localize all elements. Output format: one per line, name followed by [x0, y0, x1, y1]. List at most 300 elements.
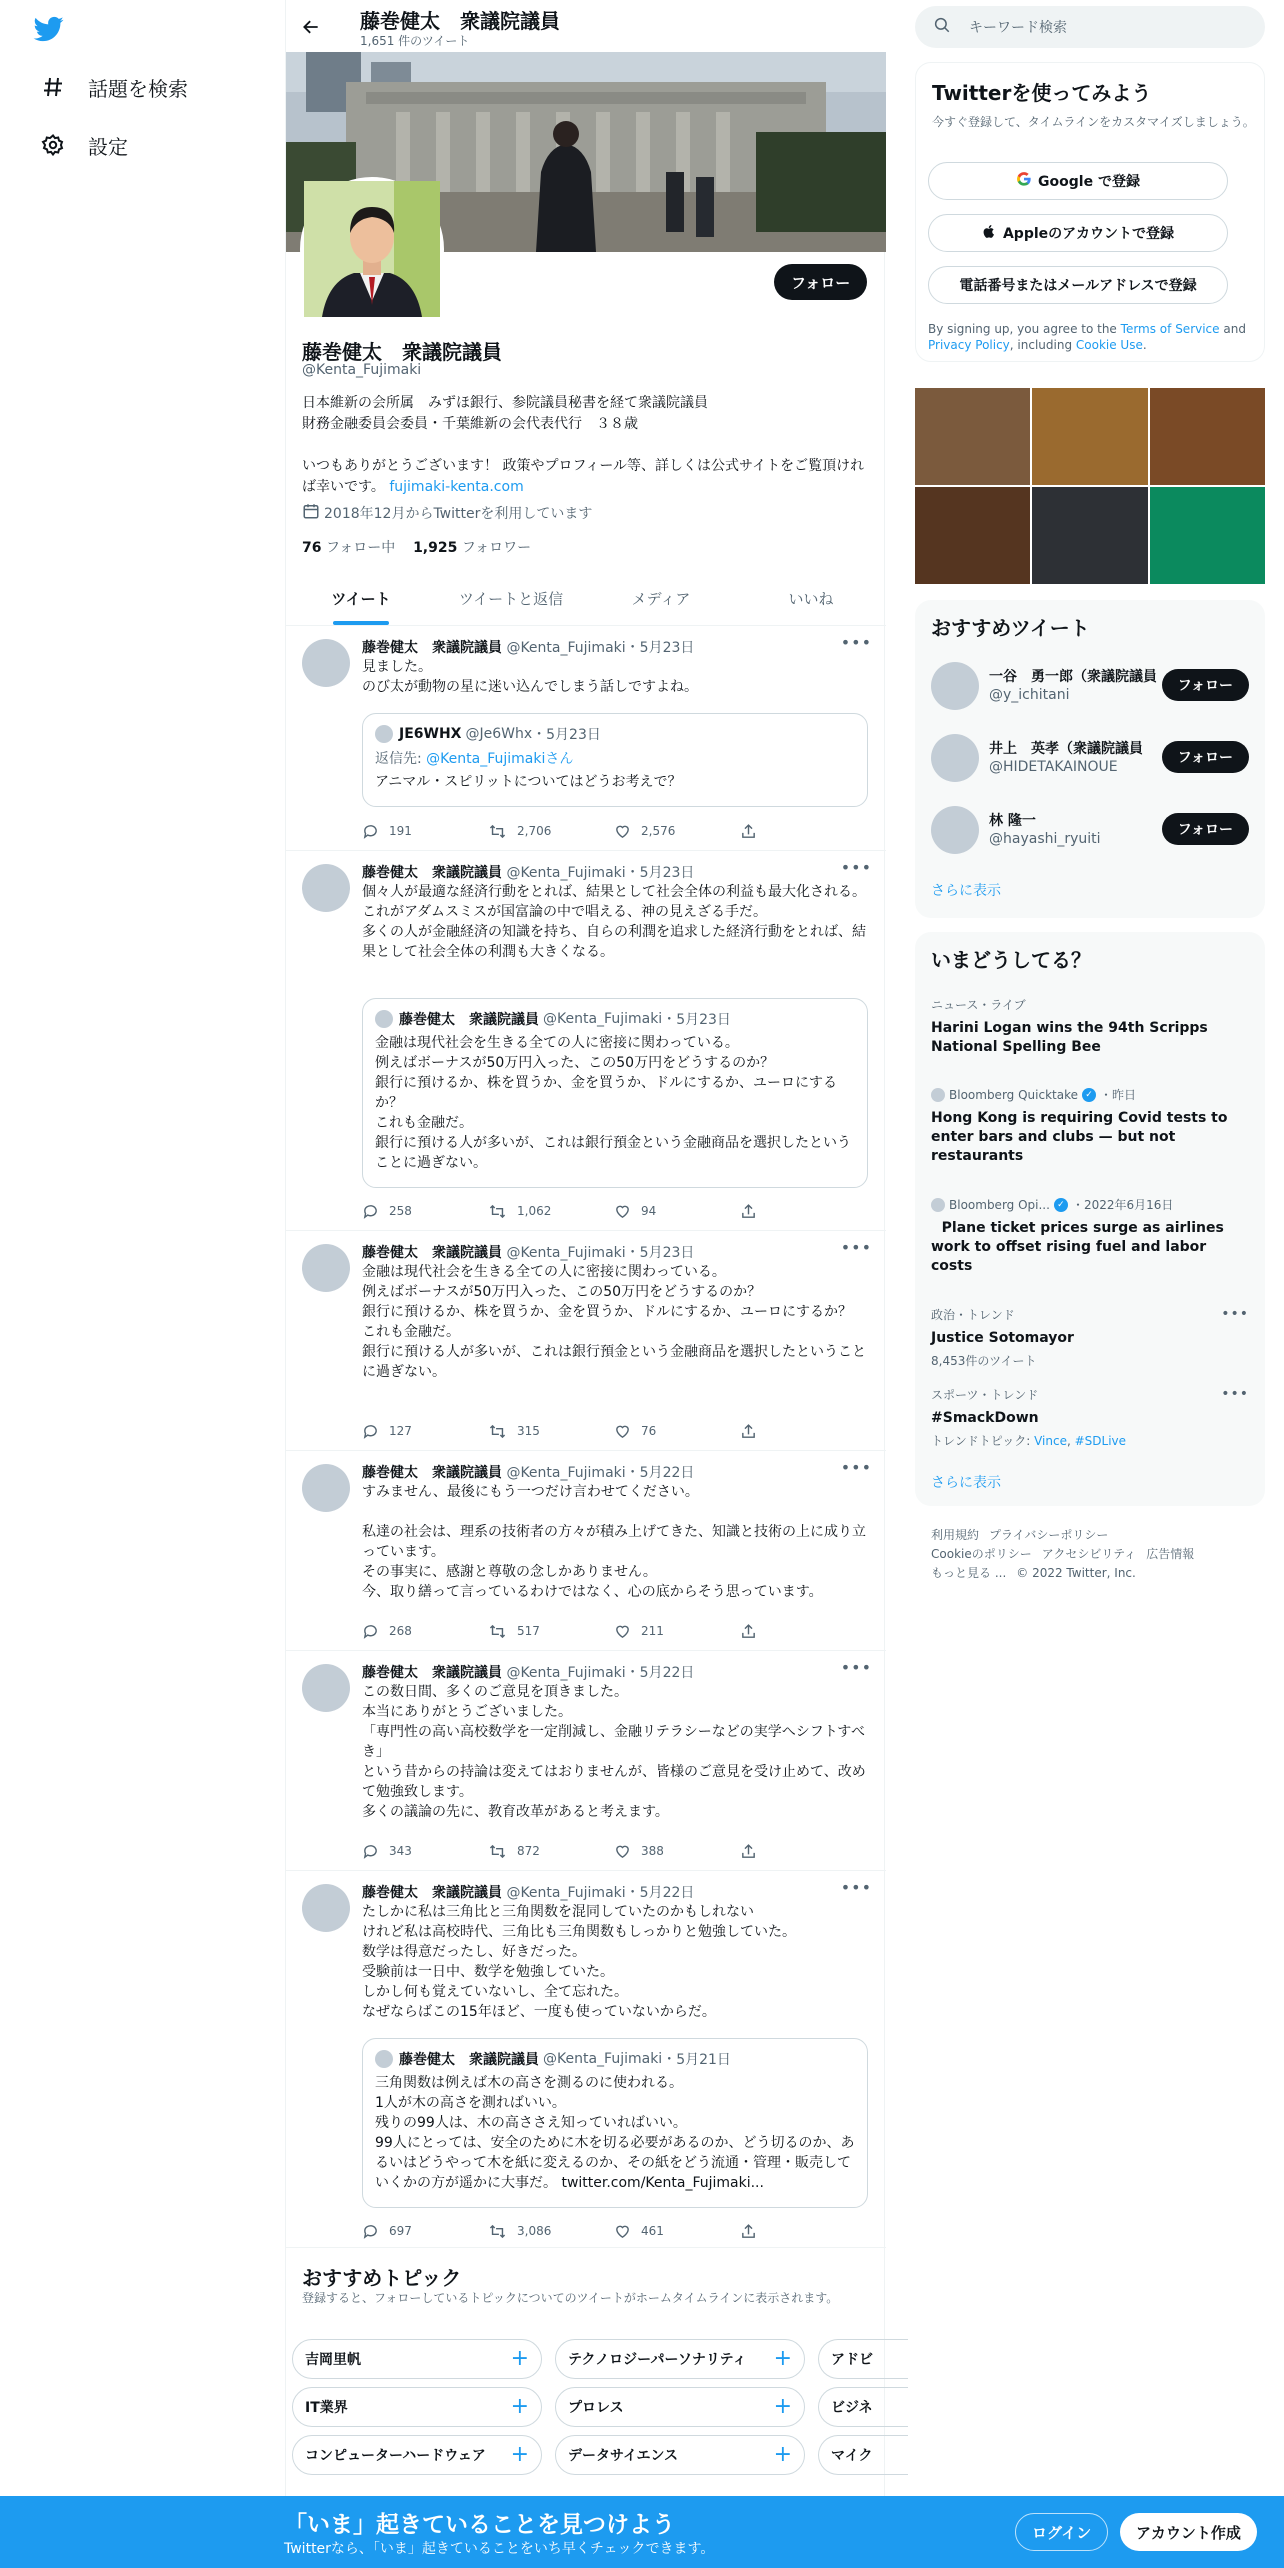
author-handle[interactable]: @Kenta_Fujimaki	[506, 1885, 626, 1901]
signup-button[interactable]: アカウント作成	[1120, 2513, 1257, 2551]
avatar[interactable]	[302, 639, 350, 687]
dot: ・	[662, 2052, 677, 2068]
tweet-text: この数日間、多くのご意見を頂きました。 本当にありがとうございました。 「専門性の高い高校数学を一定削減し、金融リテラシーなどの実学へシフトすべき」 という昔からの持論は変えてはおりませんが、皆様のご意見を受け止めて、改めて勉強致します。 多くの議論の先に、教育改革があると考えます。	[362, 1684, 866, 1820]
prompt-title: 「いま」起きていることを見つけよう	[284, 2512, 675, 2538]
reply-count: 191	[389, 824, 412, 838]
reply-to	[375, 748, 573, 768]
retweet-count: 2,706	[517, 824, 552, 838]
retweet-icon	[488, 1623, 507, 1640]
copyright: © 2022 Twitter, Inc.	[1016, 1566, 1136, 1580]
like-button[interactable]	[614, 1200, 740, 1222]
share-button[interactable]	[740, 1840, 770, 1862]
following-count: 76	[302, 540, 322, 556]
google-signup-label: Google で登録	[1038, 174, 1140, 190]
avatar[interactable]	[302, 864, 350, 912]
topic-chip[interactable]	[555, 2387, 805, 2427]
profile-tabs	[286, 573, 886, 626]
trend-meta: 政治・トレンド	[931, 1308, 1015, 1322]
plus-icon[interactable]: +	[773, 2394, 792, 2419]
heart-icon	[614, 1203, 631, 1220]
plus-icon[interactable]: +	[510, 2346, 529, 2371]
tweet[interactable]	[286, 1452, 886, 1651]
retweet-icon	[488, 1423, 507, 1440]
google-icon	[1016, 171, 1032, 191]
signup-title: Twitterを使ってみよう	[932, 81, 1152, 105]
avatar[interactable]	[302, 1464, 350, 1512]
user-handle: @hayashi_ryuiti	[989, 831, 1101, 847]
trend-source: Bloomberg Opi...	[949, 1197, 1050, 1212]
tweet-date[interactable]: 5月23日	[639, 640, 695, 656]
topic-label: アドビ	[831, 2352, 873, 2368]
bio-link[interactable]: fujimaki-kenta.com	[389, 479, 524, 495]
dot: ・	[662, 1012, 677, 1028]
nav-item-label: 設定	[88, 134, 128, 159]
share-button[interactable]	[740, 1620, 770, 1642]
footer-links	[931, 1526, 1249, 1583]
follow-button[interactable]: フォロー	[1162, 741, 1249, 773]
avatar	[375, 725, 393, 743]
recommended-user[interactable]	[931, 802, 1249, 858]
dot: ・	[625, 1245, 640, 1261]
tweet-actions	[362, 1840, 792, 1862]
tweet[interactable]	[286, 1872, 886, 2248]
apple-signup-label: Appleのアカウントで登録	[1002, 226, 1175, 242]
profile-handle: @Kenta_Fujimaki	[302, 362, 422, 378]
search-input[interactable]	[915, 6, 1265, 48]
terms-text: , including	[1009, 338, 1073, 352]
terms-of-service-link[interactable]: Terms of Service	[1120, 322, 1220, 336]
user-name: 一谷 勇一郎（衆議院議員	[989, 669, 1157, 685]
topic-chip[interactable]	[818, 2339, 908, 2379]
quote-text: アニマル・スピリットについてはどうお考えで？	[375, 774, 682, 790]
topic-chip[interactable]	[818, 2387, 908, 2427]
profile-header-bar	[286, 0, 886, 52]
signup-terms	[928, 321, 1250, 353]
dot: ・	[532, 727, 547, 743]
retweet-button[interactable]	[488, 1420, 614, 1442]
more-icon[interactable]: •••	[840, 633, 872, 652]
avatar	[375, 2050, 393, 2068]
tweet-actions	[362, 1620, 792, 1642]
share-icon	[740, 1623, 757, 1640]
plus-icon[interactable]: +	[510, 2394, 529, 2419]
tweet-date[interactable]: 5月22日	[639, 1885, 695, 1901]
plus-icon[interactable]: +	[773, 2442, 792, 2467]
trend-item[interactable]	[931, 1086, 1249, 1166]
tweet-header	[362, 1882, 694, 1902]
retweet-button[interactable]	[488, 1200, 614, 1222]
tweet-header	[362, 1662, 694, 1682]
tweet-date[interactable]: 5月23日	[639, 1245, 695, 1261]
gear-icon	[40, 132, 66, 158]
following-label: フォロー中	[325, 540, 396, 556]
reply-handle[interactable]: @Kenta_Fujimakiさん	[426, 751, 574, 767]
twitter-logo-icon[interactable]	[32, 14, 66, 44]
trend-source: Bloomberg Quicktake	[949, 1087, 1078, 1102]
share-icon	[740, 1203, 757, 1220]
tweet-text: すみません、最後にもう一つだけ言わせてください。 私達の社会は、理系の技術者の方々が積み上げてきた、知識と技術の上に成り立っています。 その事実に、感謝と尊敬の念しかありません。 今、取り繕って言っているわけではなく、心の底からそう思っています。	[362, 1484, 866, 1600]
plus-icon[interactable]: +	[773, 2346, 792, 2371]
trend-time: ・昨日	[1100, 1088, 1137, 1102]
google-signup-button[interactable]	[928, 162, 1228, 200]
user-handle: @y_ichitani	[989, 687, 1070, 703]
trend-title: #SmackDown	[931, 1410, 1039, 1426]
profile-timeline	[285, 0, 885, 2568]
signup-card	[915, 62, 1265, 362]
tweet-header	[362, 637, 694, 657]
apple-icon	[982, 223, 997, 244]
tweet-text: 金融は現代社会を生きる全ての人に密接に関わっている。 例えばボーナスが50万円入った、この50万円をどうするのか？ 銀行に預けるか、株を買うか、金を買うか、ドルにするか、ユーロにするか？ これも金融だ。 銀行に預ける人が多いが、これは銀行預金という金融商品を選択したということに過ぎない。	[362, 1264, 866, 1380]
author-name[interactable]: 藤巻健太 衆議院議員	[362, 865, 502, 881]
footer-link[interactable]: Cookieのポリシー	[931, 1547, 1032, 1561]
login-button[interactable]: ログイン	[1015, 2513, 1108, 2551]
author-name[interactable]: 藤巻健太 衆議院議員	[362, 1245, 502, 1261]
follow-button[interactable]: フォロー	[774, 264, 867, 300]
profile-name: 藤巻健太 衆議院議員	[302, 340, 502, 364]
right-sidebar	[915, 0, 1265, 2568]
plus-icon[interactable]: +	[510, 2442, 529, 2467]
topic-chip[interactable]	[818, 2435, 908, 2475]
like-count: 211	[641, 1624, 664, 1638]
media-thumbnail[interactable]	[1032, 388, 1147, 485]
retweet-count: 1,062	[517, 1204, 552, 1218]
topic-chip[interactable]	[292, 2435, 542, 2475]
more-icon[interactable]: •••	[840, 1658, 872, 1677]
like-count: 461	[641, 2224, 664, 2238]
retweet-button[interactable]	[488, 2220, 614, 2242]
follow-button[interactable]: フォロー	[1162, 813, 1249, 845]
retweet-icon	[488, 1203, 507, 1220]
quote-author-handle: @Kenta_Fujimaki	[543, 2051, 663, 2067]
topic-chip[interactable]	[292, 2387, 542, 2427]
trend-title: Harini Logan wins the 94th Scripps National Spelling Bee	[931, 1020, 1208, 1055]
quote-author-name: 藤巻健太 衆議院議員	[399, 1012, 539, 1028]
author-handle[interactable]: @Kenta_Fujimaki	[506, 1465, 626, 1481]
followers-link[interactable]	[413, 540, 531, 556]
share-button[interactable]	[740, 820, 770, 842]
tweet[interactable]	[286, 1652, 886, 1871]
related-tag[interactable]: Vince	[1034, 1434, 1067, 1448]
retweet-count: 872	[517, 1844, 540, 1858]
tab-tweets[interactable]: ツイート	[286, 573, 436, 625]
topic-label: プロレス	[568, 2400, 624, 2416]
tweet[interactable]	[286, 627, 886, 851]
show-more-link[interactable]: さらに表示	[931, 1475, 1001, 1491]
signup-prompt-bar	[0, 2496, 1284, 2568]
tweet[interactable]	[286, 1232, 886, 1451]
quoted-tweet[interactable]	[362, 713, 868, 807]
like-button[interactable]	[614, 2220, 740, 2242]
reply-icon	[362, 1843, 379, 1860]
nav-item-label: 話題を検索	[88, 76, 188, 101]
related-tag[interactable]: #SDLive	[1074, 1434, 1127, 1448]
author-name[interactable]: 藤巻健太 衆議院議員	[362, 1885, 502, 1901]
trend-item[interactable]	[931, 1196, 1249, 1276]
media-grid	[915, 388, 1265, 584]
profile-bio	[302, 393, 872, 498]
more-icon[interactable]: •••	[840, 1458, 872, 1477]
tab-media[interactable]: メディア	[631, 590, 691, 608]
recommended-accounts-card	[915, 600, 1265, 918]
footer-more-link[interactable]: もっと見る ...	[931, 1566, 1007, 1580]
share-button[interactable]	[740, 1420, 770, 1442]
author-name[interactable]: 藤巻健太 衆議院議員	[362, 1465, 502, 1481]
reply-count: 268	[389, 1624, 412, 1638]
like-button[interactable]	[614, 1620, 740, 1642]
topic-chip[interactable]	[555, 2339, 805, 2379]
tweet-header	[362, 862, 694, 882]
trend-time: ・2022年6月16日	[1071, 1198, 1174, 1212]
retweet-button[interactable]	[488, 1620, 614, 1642]
trend-meta	[931, 1086, 1249, 1103]
phone-email-signup-button[interactable]	[928, 266, 1228, 304]
reply-button[interactable]	[362, 1620, 488, 1642]
quote-header	[375, 724, 601, 744]
avatar[interactable]	[302, 1664, 350, 1712]
reply-button[interactable]	[362, 2220, 488, 2242]
trends-card	[915, 932, 1265, 1506]
share-icon	[740, 1843, 757, 1860]
media-thumbnail[interactable]	[1150, 388, 1265, 485]
quote-date: 5月23日	[676, 1012, 731, 1028]
terms-text: .	[1142, 338, 1147, 352]
avatar[interactable]	[931, 734, 979, 782]
tweet-actions	[362, 820, 792, 842]
author-name[interactable]: 藤巻健太 衆議院議員	[362, 1665, 502, 1681]
author-handle[interactable]: @Kenta_Fujimaki	[506, 640, 626, 656]
more-icon[interactable]: •••	[840, 1878, 872, 1897]
topic-chip[interactable]	[555, 2435, 805, 2475]
show-more-link[interactable]: さらに表示	[931, 883, 1001, 899]
verified-icon: ✓	[1082, 1088, 1096, 1102]
reply-count: 127	[389, 1424, 412, 1438]
topic-label: 吉岡里帆	[305, 2352, 361, 2368]
trends-title: いまどうしてる？	[931, 948, 1091, 972]
cookie-use-link[interactable]: Cookie Use	[1075, 338, 1143, 352]
reply-icon	[362, 1203, 379, 1220]
trend-title: Plane ticket prices surge as airlines work to offset rising fuel and labor costs	[931, 1220, 1224, 1274]
heart-icon	[614, 2223, 631, 2240]
dot: ・	[625, 640, 640, 656]
search-icon	[933, 16, 951, 38]
quote-date: 5月21日	[676, 2052, 731, 2068]
author-handle[interactable]: @Kenta_Fujimaki	[506, 1245, 626, 1261]
tweet-actions	[362, 1200, 792, 1222]
like-button[interactable]	[614, 1840, 740, 1862]
trend-title: Hong Kong is requiring Covid tests to enter bars and clubs — but not restaurants	[931, 1110, 1228, 1164]
trend-meta	[931, 1196, 1249, 1213]
reply-button[interactable]	[362, 1200, 488, 1222]
tab-likes[interactable]: いいね	[788, 590, 834, 608]
follow-stats	[302, 537, 531, 557]
topic-label: マイク	[831, 2448, 873, 2464]
share-icon	[740, 1423, 757, 1440]
reply-count: 343	[389, 1844, 412, 1858]
author-handle[interactable]: @Kenta_Fujimaki	[506, 865, 626, 881]
avatar	[375, 1010, 393, 1028]
avatar[interactable]	[931, 806, 979, 854]
tweet-text: 個々人が最適な経済行動をとれば、結果として社会全体の利益も最大化される。 これがアダムスミスが国富論の中で唱える、神の見えざる手だ。 多くの人が金融経済の知識を持ち、自らの利潤を追求した経済行動をとれば、結果として社会全体の利潤も大きくなる。	[362, 884, 866, 960]
media-thumbnail[interactable]	[1032, 487, 1147, 584]
reply-icon	[362, 823, 379, 840]
user-handle: @HIDETAKAINOUE	[989, 759, 1118, 775]
nav-item-explore[interactable]	[30, 62, 198, 112]
tab-tweets-replies[interactable]: ツイートと返信	[458, 590, 564, 608]
quote-author-handle: @Je6Whx	[465, 726, 533, 742]
search-placeholder: キーワード検索	[969, 20, 1067, 36]
quote-author-handle: @Kenta_Fujimaki	[543, 1011, 663, 1027]
quote-date: 5月23日	[546, 727, 601, 743]
footer-link[interactable]: アクセシビリティ	[1041, 1547, 1137, 1561]
heart-icon	[614, 823, 631, 840]
topics-subtitle: 登録すると、フォローしているトピックについてのツイートがホームタイムラインに表示されます。	[302, 2291, 839, 2305]
trend-count: 8,453件のツイート	[931, 1354, 1037, 1368]
share-icon	[740, 2223, 757, 2240]
retweet-icon	[488, 823, 507, 840]
bio-line: 日本維新の会所属 みずほ銀行、参院議員秘書を経て衆議院議員 財務金融委員会委員・千葉維新の会代表代行 ３８歳	[302, 395, 708, 432]
joined-text: 2018年12月からTwitterを利用しています	[324, 506, 593, 522]
reply-icon	[362, 2223, 379, 2240]
recommended-user[interactable]	[931, 658, 1249, 714]
reply-prefix: 返信先:	[375, 751, 422, 767]
reply-icon	[362, 1423, 379, 1440]
trend-title: Justice Sotomayor	[931, 1330, 1074, 1346]
footer-link[interactable]: 広告情報	[1146, 1547, 1195, 1561]
following-link[interactable]	[302, 540, 395, 556]
more-icon[interactable]: •••	[840, 858, 872, 877]
quoted-tweet[interactable]	[362, 2038, 868, 2208]
media-thumbnail[interactable]	[915, 487, 1030, 584]
reply-icon	[362, 1623, 379, 1640]
tweet-count: 1,651 件のツイート	[360, 34, 470, 48]
trend-item[interactable]	[931, 1306, 1249, 1369]
heart-icon	[614, 1843, 631, 1860]
retweet-icon	[488, 2223, 507, 2240]
avatar[interactable]	[931, 662, 979, 710]
privacy-policy-link[interactable]: Privacy Policy	[928, 338, 1010, 352]
reply-count: 258	[389, 1204, 412, 1218]
footer-link[interactable]: プライバシーポリシー	[989, 1528, 1109, 1542]
topic-label: データサイエンス	[568, 2448, 679, 2464]
share-button[interactable]	[740, 2220, 770, 2242]
profile-avatar[interactable]	[300, 177, 444, 321]
nav-item-settings[interactable]	[30, 120, 138, 170]
dot: ・	[625, 865, 640, 881]
media-thumbnail[interactable]	[915, 388, 1030, 485]
retweet-count: 517	[517, 1624, 540, 1638]
quote-author-name: JE6WHX	[399, 726, 462, 742]
tweet-header	[362, 1242, 694, 1262]
like-count: 76	[641, 1424, 657, 1438]
media-thumbnail[interactable]	[1150, 487, 1265, 584]
tweet-date[interactable]: 5月22日	[639, 1465, 695, 1481]
reply-button[interactable]	[362, 1840, 488, 1862]
like-button[interactable]	[614, 820, 740, 842]
reply-button[interactable]	[362, 820, 488, 842]
followers-label: フォロワー	[461, 540, 532, 556]
retweet-count: 315	[517, 1424, 540, 1438]
joined-date	[302, 502, 592, 524]
topic-chip[interactable]	[292, 2339, 542, 2379]
quoted-tweet[interactable]	[362, 998, 868, 1188]
quote-author-name: 藤巻健太 衆議院議員	[399, 2052, 539, 2068]
dot: ・	[625, 1885, 640, 1901]
like-count: 2,576	[641, 824, 676, 838]
trend-item[interactable]	[931, 996, 1249, 1057]
tweet[interactable]	[286, 852, 886, 1231]
follow-button[interactable]: フォロー	[1162, 669, 1249, 701]
tweet-text: たしかに私は三角比と三角関数を混同していたのかもしれない けれど私は高校時代、三角比も三角関数もしっかりと勉強していた。 数学は得意だったし、好きだった。 受験前は一日中、数学を勉強していた。 しかし何も覚えていないし、全て忘れた。 なぜならばこの15年ほど、一度も使っていないからだ。	[362, 1904, 796, 2020]
reply-count: 697	[389, 2224, 412, 2238]
retweet-icon	[488, 1843, 507, 1860]
tweet-date[interactable]: 5月23日	[639, 865, 695, 881]
bio-line: いつもありがとうございます！ 政策やプロフィール等、詳しくは公式サイトをご覧頂ければ幸いです。	[302, 458, 865, 495]
footer-link[interactable]: 利用規約	[931, 1528, 980, 1542]
terms-text: By signing up, you agree to the	[928, 322, 1117, 336]
like-button[interactable]	[614, 1420, 740, 1442]
page-title: 藤巻健太 衆議院議員	[360, 9, 560, 33]
avatar[interactable]	[302, 1884, 350, 1932]
tweet-actions	[362, 2220, 792, 2242]
source-avatar	[931, 1198, 945, 1212]
topics-title: おすすめトピック	[302, 2266, 462, 2290]
share-button[interactable]	[740, 1200, 770, 1222]
tweet-text: 見ました。 のび太が動物の星に迷い込んでしまう話しですよね。	[362, 659, 698, 695]
hashtag-icon	[40, 74, 66, 100]
author-name[interactable]: 藤巻健太 衆議院議員	[362, 640, 502, 656]
tweet-date[interactable]: 5月22日	[639, 1665, 695, 1681]
back-arrow-icon[interactable]	[296, 12, 326, 42]
trend-meta: スポーツ・トレンド	[931, 1388, 1039, 1402]
quote-text: 金融は現代社会を生きる全ての人に密接に関わっている。 例えばボーナスが50万円入った、この50万円をどうするのか？ 銀行に預けるか、株を買うか、金を買うか、ドルにするか、ユーロにするか？ これも金融だ。 銀行に預ける人が多いが、これは銀行預金という金融商品を選択したということに過ぎない。	[375, 1035, 851, 1171]
avatar[interactable]	[302, 1244, 350, 1292]
tweet-actions	[362, 1420, 792, 1442]
prompt-subtitle: Twitterなら、「いま」起きていることをいち早くチェックできます。	[284, 2541, 715, 2557]
more-icon[interactable]: •••	[1221, 1306, 1249, 1322]
retweet-button[interactable]	[488, 1840, 614, 1862]
topic-label: ビジネ	[831, 2400, 873, 2416]
verified-icon: ✓	[1054, 1198, 1068, 1212]
user-name: 林 隆一	[989, 813, 1036, 829]
retweet-button[interactable]	[488, 820, 614, 842]
topic-label: IT業界	[305, 2400, 348, 2416]
trend-related: トレンドトピック: Vince, #SDLive	[931, 1434, 1127, 1448]
user-name: 井上 英孝（衆議院議員	[989, 741, 1143, 757]
trend-item[interactable]	[931, 1386, 1249, 1449]
heart-icon	[614, 1623, 631, 1640]
retweet-count: 3,086	[517, 2224, 552, 2238]
author-handle[interactable]: @Kenta_Fujimaki	[506, 1665, 626, 1681]
phone-signup-label: 電話番号またはメールアドレスで登録	[959, 278, 1197, 294]
like-count: 94	[641, 1204, 657, 1218]
related-prefix: トレンドトピック:	[931, 1434, 1031, 1448]
apple-signup-button[interactable]	[928, 214, 1228, 252]
more-icon[interactable]: •••	[1221, 1386, 1249, 1402]
share-icon	[740, 823, 757, 840]
reply-button[interactable]	[362, 1420, 488, 1442]
like-count: 388	[641, 1844, 664, 1858]
quote-header	[375, 1009, 731, 1029]
quote-text: 三角関数は例えば木の高さを測るのに使われる。 1人が木の高さを測ればいい。 残りの99人は、木の高ささえ知っていればいい。 99人にとっては、安全のために木を切る必要があるのか、どう切るのか、あるいはどうやって木を紙に変えるのか、その紙をどう流通・管理・販売していくかの方が遥かに大事だ。 twitter.com/Kenta_Fujimaki...	[375, 2075, 855, 2191]
quote-header	[375, 2049, 731, 2069]
recommended-user[interactable]	[931, 730, 1249, 786]
topic-label: コンピューターハードウェア	[305, 2448, 486, 2464]
left-nav	[0, 0, 284, 2568]
source-avatar	[931, 1088, 945, 1102]
signup-subtitle: 今すぐ登録して、タイムラインをカスタマイズしましょう。	[932, 115, 1255, 129]
terms-text: and	[1223, 322, 1246, 336]
more-icon[interactable]: •••	[840, 1238, 872, 1257]
